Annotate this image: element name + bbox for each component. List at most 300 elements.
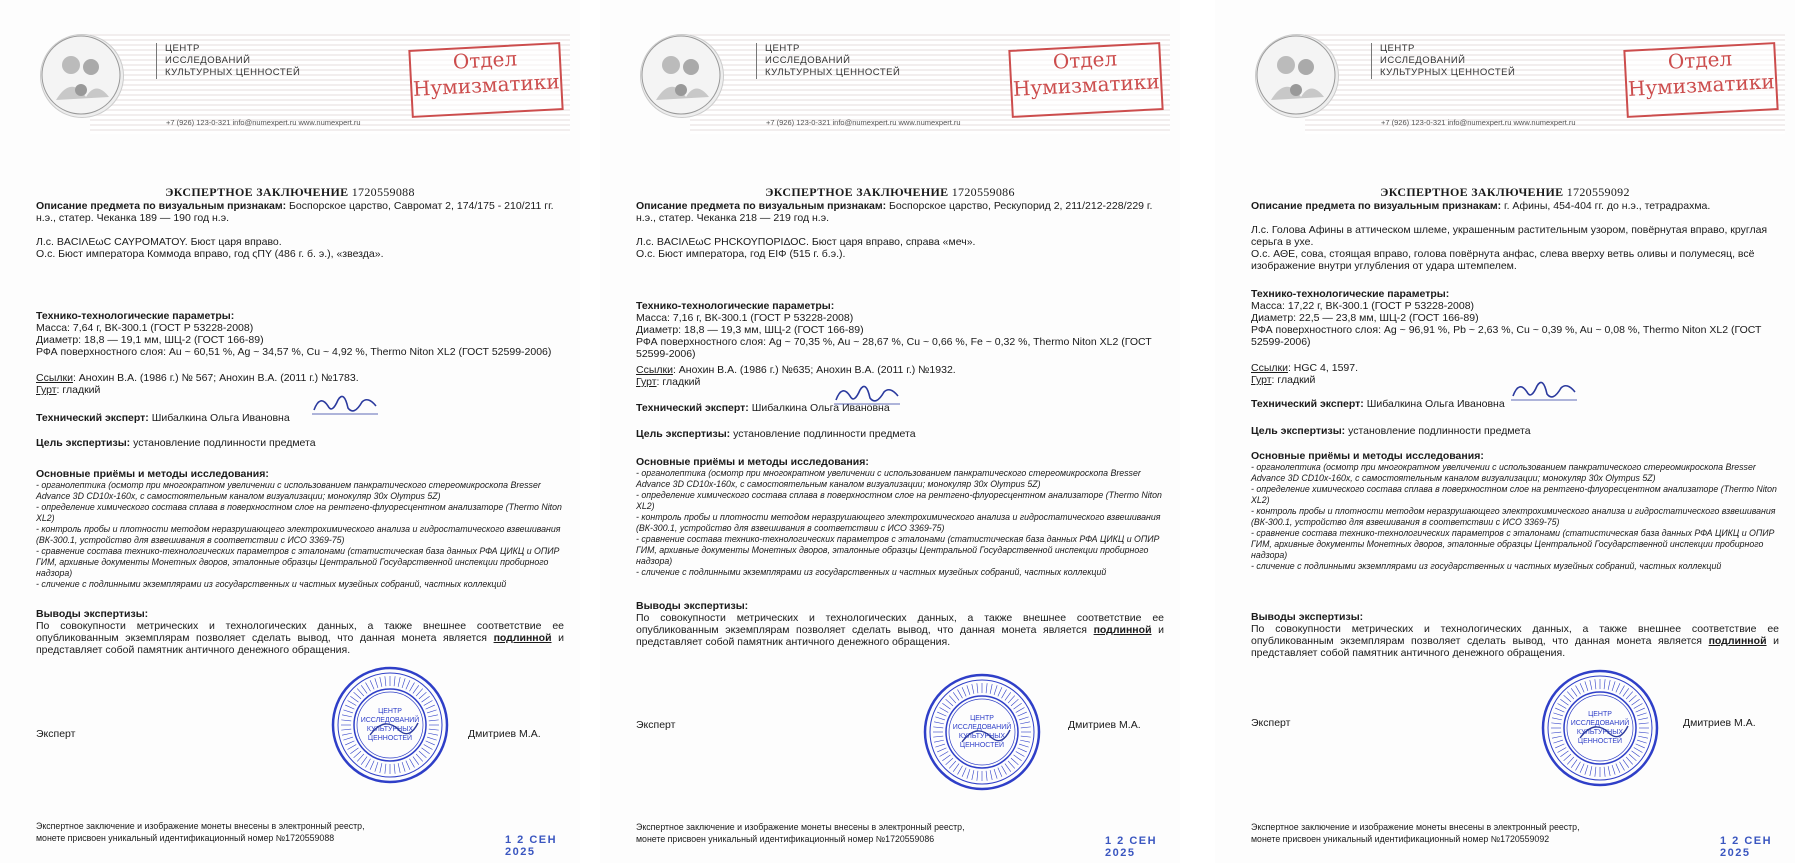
seal-ring-tick xyxy=(1616,764,1620,773)
seal-ring-tick xyxy=(1636,744,1645,748)
seal-center-line: КУЛЬТУРНЫХ xyxy=(1576,729,1624,736)
seal-ring-tick xyxy=(934,722,944,724)
seal-ring-tick xyxy=(1636,708,1645,712)
seal-ring-tick xyxy=(1638,718,1648,720)
seal-center-line: ЦЕННОСТЕЙ xyxy=(1577,738,1623,745)
title-text: ЭКСПЕРТНОЕ ЗАКЛЮЧЕНИЕ xyxy=(165,185,349,199)
seal-ring-tick xyxy=(1002,690,1007,699)
seal-ring-tick xyxy=(341,729,351,730)
expert-name: Дмитриев М.А. xyxy=(1683,717,1756,729)
seal-ring-tick xyxy=(942,755,950,761)
conclusion-label: Выводы экспертизы: xyxy=(36,608,149,620)
seal-ring-tick xyxy=(949,696,956,703)
org-line: ИССЛЕДОВАНИЙ xyxy=(165,55,251,66)
seal-ring-tick xyxy=(413,685,419,693)
goal-label: Цель экспертизы: xyxy=(636,428,731,440)
conclusion-text-end: и представляет собой памятник античного денежного обращения. xyxy=(1251,635,1779,659)
seal-ring-tick xyxy=(1571,760,1577,768)
seal-ring-tick xyxy=(1580,764,1584,773)
seal-ring-tick xyxy=(958,690,963,699)
seal-ring-tick xyxy=(1576,762,1581,771)
conclusion xyxy=(1251,611,1779,659)
seal-ring-tick xyxy=(429,720,439,721)
seal-ring-tick xyxy=(410,683,415,692)
dept-line: Нумизматики xyxy=(1627,69,1776,101)
seal-ring-tick xyxy=(428,715,438,717)
seal-ring-tick xyxy=(967,769,970,779)
edge-text: : гладкий xyxy=(656,376,701,388)
seal-ring-tick xyxy=(958,766,963,775)
seal-ring-tick xyxy=(380,677,382,687)
diameter-text: Диаметр: 18,8 — 19,1 мм, ШЦ-2 (ГОСТ 166-89) xyxy=(36,334,264,346)
seal-ring-tick xyxy=(1558,704,1567,709)
goal-label: Цель экспертизы: xyxy=(36,437,131,449)
seal-ring-tick xyxy=(972,684,974,694)
seal-ring-tick xyxy=(953,764,959,772)
params-label: Технико-технологические параметры: xyxy=(36,310,235,322)
title-text: ЭКСПЕРТНОЕ ЗАКЛЮЧЕНИЕ xyxy=(1380,185,1564,199)
reverse-text: О.с. Бюст императора, год ΕΙΦ (515 г. б.э.). xyxy=(636,248,846,260)
refs-text: : Анохин В.А. (1986 г.) №635; Анохин В.А. (2011 г.) №1932. xyxy=(672,364,956,376)
references xyxy=(36,372,564,396)
numismatics-dept-stamp xyxy=(408,42,563,118)
org-line: КУЛЬТУРНЫХ ЦЕННОСТЕЙ xyxy=(765,67,901,78)
reverse-text: О.с. Бюст императора Коммода вправо, год ςΠΥ (486 г. б. э.), «звезда». xyxy=(36,248,384,260)
seal-ring-tick xyxy=(1020,740,1030,742)
seal-ring-tick xyxy=(1005,764,1011,772)
seal-ring-tick xyxy=(1560,751,1568,757)
seal-ring-tick xyxy=(343,710,353,713)
description xyxy=(636,200,1164,224)
edge-label: Гурт xyxy=(36,384,57,396)
goal-text: установление подлинности предмета xyxy=(1345,425,1531,437)
seal-ring-tick xyxy=(1564,695,1571,702)
expert-label: Эксперт xyxy=(1251,717,1291,729)
seal-ring-tick xyxy=(1626,692,1633,699)
expert-name: Дмитриев М.А. xyxy=(468,728,541,740)
conclusion-text-end: и представляет собой памятник античного денежного обращения. xyxy=(636,624,1164,648)
seal-center-line: КУЛЬТУРНЫХ xyxy=(958,733,1006,740)
doc-number: 1720559088 xyxy=(351,185,415,199)
seal-ring-tick xyxy=(933,736,943,737)
tech-expert-name: Шибалкина Ольга Ивановна xyxy=(148,412,290,424)
method-item: - сравнение состава технико-технологических параметров с эталонами (статистическая база данных РФА ЦИКЦ и ОПИР ГИМ, архивные документы Монетных дворов, эталонные образцы Центральной Государственной инспекции пробирного надзора) xyxy=(636,534,1160,566)
seal-ring-tick xyxy=(1629,754,1636,761)
desc-text: Боспорское царство, Савромат 2, 174/175 - 210/211 гг. н.э., статер. Чеканка 189 — 190 год н.э. xyxy=(36,200,554,224)
center-logo-icon xyxy=(640,34,724,118)
tech-expert-signature-icon xyxy=(310,392,380,418)
doc-title xyxy=(600,185,1180,200)
seal-ring-tick xyxy=(348,701,357,706)
seal-center-line: КУЛЬТУРНЫХ xyxy=(366,726,414,733)
seal-ring-tick xyxy=(342,733,352,735)
conclusion xyxy=(636,600,1164,648)
org-line: ИССЛЕДОВАНИЙ xyxy=(765,55,851,66)
seal-ring-tick xyxy=(1595,679,1596,689)
seal-ring-tick xyxy=(994,769,997,779)
seal-ring-tick xyxy=(385,676,386,686)
org-line: КУЛЬТУРНЫХ ЦЕННОСТЕЙ xyxy=(1380,67,1516,78)
seal-ring-tick xyxy=(1558,748,1567,753)
seal-ring-tick xyxy=(1639,723,1649,724)
round-seal-icon xyxy=(922,672,1042,792)
tech-expert-signature-icon xyxy=(832,382,902,408)
org-line: ИССЛЕДОВАНИЙ xyxy=(1380,55,1466,66)
conclusion-text: По совокупности метрических и технологических данных, а также внешнее соответствие ее опубликованным экземплярам позволяет сделать вывод, что данная монета является xyxy=(1251,623,1779,647)
parameters xyxy=(1251,288,1779,348)
conclusion-label: Выводы экспертизы: xyxy=(636,600,749,612)
seal-ring-tick xyxy=(1018,712,1027,716)
mass-text: Масса: 7,64 г, ВК-300.1 (ГОСТ Р 53228-2008) xyxy=(36,322,254,334)
seal-ring-tick xyxy=(1580,683,1584,692)
conclusion-text-end: и представляет собой памятник античного денежного обращения. xyxy=(36,632,564,656)
method-item: - определение химического состава сплава в поверхностном слое на рентгено-флуоресцентном анализаторе (Thermo Niton XL2) xyxy=(1251,484,1777,505)
seal-ring-tick xyxy=(1612,765,1615,775)
seal-ring-tick xyxy=(942,703,950,709)
desc-text: г. Афины, 454-404 гг. до н.э., тетрадрахма. xyxy=(1501,200,1711,212)
seal-ring-tick xyxy=(366,683,371,692)
seal-ring-tick xyxy=(949,761,956,768)
org-name xyxy=(1371,43,1560,79)
contacts: +7 (926) 123-0-321 info@numexpert.ru www.numexpert.ru xyxy=(166,118,361,127)
seal-ring-tick xyxy=(977,771,978,781)
seal-ring-tick xyxy=(1011,699,1018,706)
certificate-3 xyxy=(1215,0,1795,863)
seal-ring-tick xyxy=(990,684,992,694)
org-name xyxy=(756,43,945,79)
conclusion-text: По совокупности метрических и технологических данных, а также внешнее соответствие ее опубликованным экземплярам позволяет сделать вывод, что данная монета является xyxy=(636,612,1164,636)
doc-number: 1720559092 xyxy=(1566,185,1630,199)
seal-ring-tick xyxy=(402,678,405,688)
center-logo-icon xyxy=(1255,34,1339,118)
seal-ring-tick xyxy=(1590,766,1592,776)
seal-ring-tick xyxy=(1639,732,1649,733)
date-stamp: 1 2 СЕН 2025 xyxy=(505,834,558,858)
seal-ring-tick xyxy=(427,737,437,740)
seal-ring-tick xyxy=(1564,754,1571,761)
xrf-text: РФА поверхностного слоя: Ag ~ 96,91 %, Pb ~ 2,63 %, Cu ~ 0,39 %, Au ~ 0,08 %, Thermo Niton XL2 (ГОСТ 52599-2006) xyxy=(1251,324,1762,348)
certificate-2 xyxy=(600,0,1180,863)
description xyxy=(36,200,564,224)
org-line: ЦЕНТР xyxy=(1380,43,1415,54)
seal-ring-tick xyxy=(934,740,944,742)
seal-ring-tick xyxy=(946,758,953,765)
method-item: - определение химического состава сплава в поверхностном слое на рентгено-флуоресцентном анализаторе (Thermo Niton XL2) xyxy=(636,490,1162,511)
seal-ring-tick xyxy=(1585,681,1588,691)
seal-ring-tick xyxy=(350,748,358,754)
seal-ring-tick xyxy=(1637,740,1647,743)
seal-ring-tick xyxy=(1620,762,1625,771)
org-name xyxy=(156,43,345,79)
registry-footer: Экспертное заключение и изображение монеты внесены в электронный реестр, монете присвоен уникальный идентификационный номер №1720559092 xyxy=(1251,822,1580,844)
seal-ring-tick xyxy=(1551,723,1561,724)
contacts: +7 (926) 123-0-321 info@numexpert.ru www.numexpert.ru xyxy=(1381,118,1576,127)
refs-label: Ссылки xyxy=(36,372,73,384)
expert-label: Эксперт xyxy=(36,728,76,740)
seal-ring-tick xyxy=(1571,688,1577,696)
seal-ring-tick xyxy=(1632,751,1640,757)
numismatics-dept-stamp xyxy=(1008,42,1163,118)
seal-ring-tick xyxy=(419,751,426,758)
seal-ring-tick xyxy=(394,676,395,686)
goal xyxy=(36,437,564,449)
obverse-text: Л.с. ΒΑCIΛΕωC ΡΗCΚΟΥΠΟΡΙΔΟC. Бюст царя вправо, справа «меч». xyxy=(636,236,976,248)
seal-ring-tick xyxy=(370,761,374,770)
seal-ring-tick xyxy=(343,737,353,740)
seal-ring-tick xyxy=(1595,767,1596,777)
methods-label: Основные приёмы и методы исследования: xyxy=(1251,450,1484,462)
seal-ring-tick xyxy=(1567,692,1574,699)
seal-ring-tick xyxy=(940,708,949,713)
conclusion-verdict: подлинной xyxy=(1093,624,1152,636)
dept-line: Отдел xyxy=(1052,46,1118,74)
seal-ring-tick xyxy=(1555,708,1564,712)
seal-ring-tick xyxy=(426,741,435,745)
seal-ring-tick xyxy=(1560,699,1568,705)
seal-ring-tick xyxy=(1604,679,1605,689)
seal-ring-tick xyxy=(935,744,945,747)
seal-ring-tick xyxy=(1576,686,1581,695)
seal-ring-tick xyxy=(1014,755,1022,761)
seal-ring-tick xyxy=(953,692,959,700)
goal xyxy=(636,428,1164,440)
seal-ring-tick xyxy=(354,692,361,699)
dept-line: Нумизматики xyxy=(412,69,561,101)
seal-ring-tick xyxy=(1552,736,1562,738)
methods xyxy=(36,468,564,590)
tech-expert-name: Шибалкина Ольга Ивановна xyxy=(748,402,890,414)
seal-ring-tick xyxy=(933,727,943,728)
methods-label: Основные приёмы и методы исследования: xyxy=(636,456,869,468)
method-item: - сличение с подлинными экземплярами из государственных и частных музейных собраний, частных коллекций xyxy=(636,567,1107,577)
tech-expert-signature-icon xyxy=(1509,378,1579,404)
sides xyxy=(1251,224,1779,272)
seal-ring-tick xyxy=(1629,695,1636,702)
seal-ring-tick xyxy=(361,685,367,693)
seal-ring-tick xyxy=(427,710,437,713)
obverse-text: Л.с. Голова Афины в аттическом шлеме, украшенным растительным узором, повёрнутая вправо, круглая серьга в ухе. xyxy=(1251,224,1768,248)
seal-ring-tick xyxy=(422,748,430,754)
params-label: Технико-технологические параметры: xyxy=(636,300,835,312)
refs-text: : HGC 4, 1597. xyxy=(1287,362,1359,374)
seal-ring-tick xyxy=(366,759,371,768)
seal-ring-tick xyxy=(354,751,361,758)
method-item: - контроль пробы и плотности методом неразрушающего электрохимического анализа и гидростатического взвешивания (ВК-300.1, устройство для взвешивания в соответствии с ИСО 3369-75) xyxy=(636,512,1161,533)
seal-ring-tick xyxy=(1011,758,1018,765)
method-item: - контроль пробы и плотности методом неразрушающего электрохимического анализа и гидростатического взвешивания (ВК-300.1, устройство для взвешивания в соответствии с ИСО 3369-75) xyxy=(1251,506,1776,527)
desc-label: Описание предмета по визуальным признакам: xyxy=(36,200,287,212)
diameter-text: Диаметр: 18,8 — 19,3 мм, ШЦ-2 (ГОСТ 166-89) xyxy=(636,324,864,336)
conclusion-verdict: подлинной xyxy=(493,632,552,644)
seal-ring-tick xyxy=(1634,704,1643,709)
seal-ring-tick xyxy=(394,764,395,774)
sides xyxy=(636,236,1164,260)
desc-label: Описание предмета по визуальным признакам: xyxy=(1251,200,1502,212)
seal-ring-tick xyxy=(1014,703,1022,709)
doc-title xyxy=(0,185,580,200)
refs-label: Ссылки xyxy=(636,364,673,376)
seal-ring-tick xyxy=(1016,752,1025,757)
conclusion xyxy=(36,608,564,656)
parameters xyxy=(36,310,564,358)
seal-ring-tick xyxy=(998,768,1002,777)
seal-ring-tick xyxy=(967,685,970,695)
seal-ring-tick xyxy=(1005,692,1011,700)
certificate-1 xyxy=(0,0,580,863)
round-seal-icon xyxy=(1540,668,1660,788)
seal-ring-tick xyxy=(962,687,966,696)
expert-name: Дмитриев М.А. xyxy=(1068,719,1141,731)
goal xyxy=(1251,425,1779,437)
date-stamp: 1 2 СЕН 2025 xyxy=(1720,835,1773,859)
xrf-text: РФА поверхностного слоя: Au ~ 60,51 %, Ag ~ 34,57 %, Cu ~ 4,92 %, Thermo Niton XL2 (ГОСТ 52599-2006) xyxy=(36,346,552,358)
method-item: - сравнение состава технико-технологических параметров с эталонами (статистическая база данных РФА ЦИКЦ и ОПИР ГИМ, архивные документы Монетных дворов, эталонные образцы Центральной Государственной инспекции пробирного надзора) xyxy=(36,546,560,578)
seal-ring-tick xyxy=(990,770,992,780)
seal-ring-tick xyxy=(1623,688,1629,696)
seal-center-line: ЦЕНТР xyxy=(378,708,402,715)
edge-text: : гладкий xyxy=(56,384,101,396)
seal-ring-tick xyxy=(1604,767,1605,777)
seal-ring-tick xyxy=(1590,680,1592,690)
seal-center-line: ИССЛЕДОВАНИЙ xyxy=(1570,720,1630,727)
seal-ring-tick xyxy=(1616,683,1620,692)
edge-label: Гурт xyxy=(636,376,657,388)
seal-ring-tick xyxy=(413,757,419,765)
expert-label: Эксперт xyxy=(636,719,676,731)
goal-text: установление подлинности предмета xyxy=(130,437,316,449)
seal-center-line: ЦЕНТР xyxy=(970,715,994,722)
tech-expert xyxy=(36,412,564,424)
dept-line: Отдел xyxy=(452,46,518,74)
numismatics-dept-stamp xyxy=(1623,42,1778,118)
seal-ring-tick xyxy=(1637,713,1647,716)
seal-ring-tick xyxy=(1638,736,1648,738)
methods-label: Основные приёмы и методы исследования: xyxy=(36,468,269,480)
conclusion-label: Выводы экспертизы: xyxy=(1251,611,1364,623)
seal-ring-tick xyxy=(341,720,351,721)
description xyxy=(1251,200,1779,212)
seal-ring-tick xyxy=(937,748,946,752)
registry-footer: Экспертное заключение и изображение монеты внесены в электронный реестр, монете присвоен уникальный идентификационный номер №1720559088 xyxy=(36,821,365,843)
desc-text: Боспорское царство, Рескупорид 2, 211/212-228/229 г. н.э., статер. Чеканка 218 — 219 год н.э. xyxy=(636,200,1153,224)
seal-ring-tick xyxy=(357,689,364,696)
refs-text: : Анохин В.А. (1986 г.) № 567; Анохин В.А. (2011 г.) №1783. xyxy=(72,372,359,384)
seal-ring-tick xyxy=(1019,744,1029,747)
seal-ring-tick xyxy=(935,717,945,720)
seal-ring-tick xyxy=(986,683,987,693)
seal-ring-tick xyxy=(1018,748,1027,752)
seal-ring-tick xyxy=(1555,744,1564,748)
seal-ring-tick xyxy=(1612,681,1615,691)
org-line: ЦЕНТР xyxy=(765,43,800,54)
seal-ring-tick xyxy=(398,763,400,773)
registry-footer: Экспертное заключение и изображение монеты внесены в электронный реестр, монете присвоен уникальный идентификационный номер №1720559086 xyxy=(636,822,965,844)
xrf-text: РФА поверхностного слоя: Ag ~ 70,35 %, Au ~ 28,67 %, Cu ~ 0,66 %, Fe ~ 0,32 %, Thermo Niton XL2 (ГОСТ 52599-2006) xyxy=(636,336,1152,360)
dept-line: Нумизматики xyxy=(1012,69,1161,101)
seal-ring-tick xyxy=(946,699,953,706)
seal-center-line: ЦЕНТР xyxy=(1588,711,1612,718)
conclusion-verdict: подлинной xyxy=(1708,635,1767,647)
goal-label: Цель экспертизы: xyxy=(1251,425,1346,437)
seal-ring-tick xyxy=(385,764,386,774)
edge-text: : гладкий xyxy=(1271,374,1316,386)
mass-text: Масса: 7,16 г, ВК-300.1 (ГОСТ Р 53228-2008) xyxy=(636,312,854,324)
desc-label: Описание предмета по визуальным признакам: xyxy=(636,200,887,212)
seal-ring-tick xyxy=(350,696,358,702)
method-item: - сличение с подлинными экземплярами из государственных и частных музейных собраний, частных коллекций xyxy=(1251,561,1722,571)
seal-ring-tick xyxy=(1008,761,1015,768)
seal-ring-tick xyxy=(402,762,405,772)
seal-center-line: ЦЕННОСТЕЙ xyxy=(959,742,1005,749)
method-item: - сличение с подлинными экземплярами из государственных и частных музейных собраний, частных коллекций xyxy=(36,579,507,589)
method-item: - сравнение состава технико-технологических параметров с эталонами (статистическая база данных РФА ЦИКЦ и ОПИР ГИМ, архивные документы Монетных дворов, эталонные образцы Центральной Государственной инспекции пробирного надзора) xyxy=(1251,528,1775,560)
date-stamp: 1 2 СЕН 2025 xyxy=(1105,835,1158,859)
seal-ring-tick xyxy=(424,701,433,706)
seal-ring-tick xyxy=(977,683,978,693)
seal-ring-tick xyxy=(994,685,997,695)
seal-ring-tick xyxy=(1016,708,1025,713)
contacts: +7 (926) 123-0-321 info@numexpert.ru www.numexpert.ru xyxy=(766,118,961,127)
edge-label: Гурт xyxy=(1251,374,1272,386)
seal-ring-tick xyxy=(1020,722,1030,724)
dept-line: Отдел xyxy=(1667,46,1733,74)
seal-ring-tick xyxy=(940,752,949,757)
obverse-text: Л.с. ΒΑCIΛΕωC CΑΥΡΟΜΑΤΟΥ. Бюст царя вправо. xyxy=(36,236,282,248)
center-logo-icon xyxy=(40,34,124,118)
seal-ring-tick xyxy=(410,759,415,768)
seal-ring-tick xyxy=(1567,757,1574,764)
seal-ring-tick xyxy=(419,692,426,699)
org-line: КУЛЬТУРНЫХ ЦЕННОСТЕЙ xyxy=(165,67,301,78)
seal-ring-tick xyxy=(422,696,430,702)
seal-ring-tick xyxy=(1551,732,1561,733)
seal-ring-tick xyxy=(998,687,1002,696)
seal-ring-tick xyxy=(370,680,374,689)
seal-ring-tick xyxy=(937,712,946,716)
seal-ring-tick xyxy=(406,761,410,770)
refs-label: Ссылки xyxy=(1251,362,1288,374)
seal-ring-tick xyxy=(986,771,987,781)
mass-text: Масса: 17,22 г, ВК-300.1 (ГОСТ Р 53228-2008) xyxy=(1251,300,1475,312)
seal-ring-tick xyxy=(345,741,354,745)
methods xyxy=(1251,450,1779,572)
reverse-text: О.с. ΑΘΕ, сова, стоящая вправо, голова повёрнута анфас, слева вверху ветвь оливы и полумесяц, всё изображение внутри углубления от удара штемпелем. xyxy=(1251,248,1755,272)
seal-ring-tick xyxy=(1552,718,1562,720)
seal-ring-tick xyxy=(1632,699,1640,705)
method-item: - органолептика (осмотр при многократном увеличении с использованием панкратического стереомикроскопа Bresser Advance 3D CD10x-160x, с самостоятельным каналом визуализации; монокуляр 30x Olympus 5Z) xyxy=(636,468,1141,489)
seal-center-line: ИССЛЕДОВАНИЙ xyxy=(952,724,1012,731)
method-item: - определение химического состава сплава в поверхностном слое на рентгено-флуоресцентном анализаторе (Thermo Niton XL2) xyxy=(36,502,562,523)
conclusion-text: По совокупности метрических и технологических данных, а также внешнее соответствие ее опубликованным экземплярам позволяет сделать вывод, что данная монета является xyxy=(36,620,564,644)
seal-ring-tick xyxy=(398,677,400,687)
seal-ring-tick xyxy=(342,715,352,717)
seal-ring-tick xyxy=(1019,717,1029,720)
seal-ring-tick xyxy=(1021,727,1031,728)
tech-expert-label: Технический эксперт: xyxy=(1251,398,1364,410)
seal-ring-tick xyxy=(416,754,423,761)
round-seal-icon xyxy=(330,665,450,785)
seal-center-line: ИССЛЕДОВАНИЙ xyxy=(360,717,420,724)
seal-ring-tick xyxy=(1634,748,1643,753)
params-label: Технико-технологические параметры: xyxy=(1251,288,1450,300)
seal-ring-tick xyxy=(348,745,357,750)
seal-ring-tick xyxy=(1002,766,1007,775)
tech-expert-name: Шибалкина Ольга Ивановна xyxy=(1363,398,1505,410)
sides xyxy=(36,236,564,260)
seal-ring-tick xyxy=(426,705,435,709)
seal-ring-tick xyxy=(345,705,354,709)
title-text: ЭКСПЕРТНОЕ ЗАКЛЮЧЕНИЕ xyxy=(765,185,949,199)
